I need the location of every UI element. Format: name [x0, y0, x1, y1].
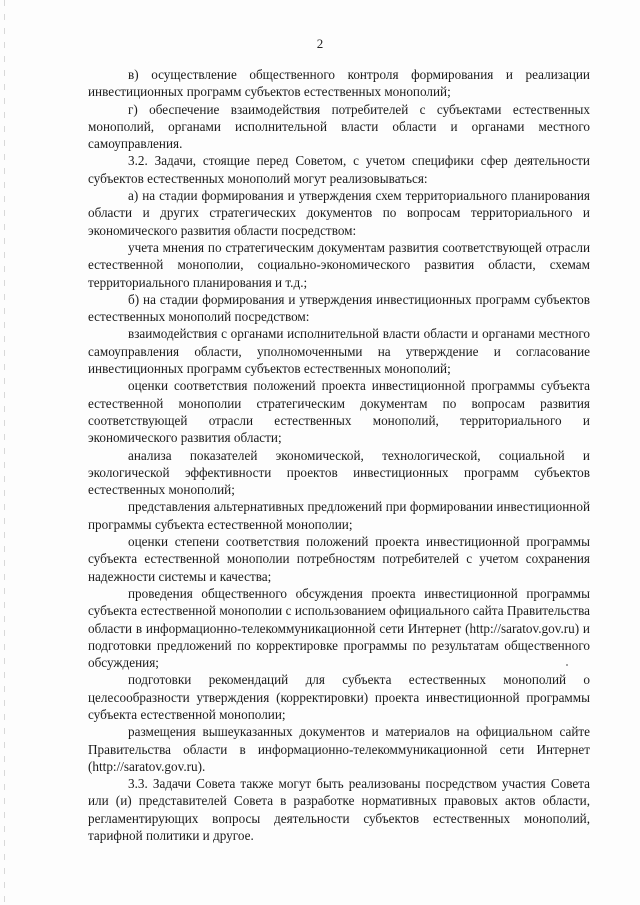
paragraph-b: б) на стадии формирования и утверждения инвестиционных программ субъектов естественных монополий посредством:: [88, 291, 590, 325]
paragraph-b-item-5: оценки степени соответствия положений проекта инвестиционной программы субъекта естественной монополии потребностям потребителей с учетом сохранения надежности системы и качества;: [88, 534, 590, 584]
paragraph-b-item-8: размещения вышеуказанных документов и материалов на официальном сайте Правительства области в информационно-телекоммуникационной сети Интернет (http://saratov.gov.ru).: [88, 724, 590, 774]
paragraph-b-item-4: представления альтернативных предложений при формировании инвестиционной программы субъекта естественной монополии;: [88, 499, 590, 532]
paragraph-v: в) осуществление общественного контроля формирования и реализации инвестиционных программ субъектов естественных монополий;: [88, 67, 590, 100]
scan-speck: [566, 664, 568, 666]
paragraph-b-item-3: анализа показателей экономической, технологической, социальной и экологической эффективности проектов инвестиционных программ субъектов естественных монополий;: [88, 447, 590, 498]
scan-edge-artifact: [4, 0, 5, 905]
paragraph-b-item-7: подготовки рекомендаций для субъекта естественных монополий о целесообразности утверждения (корректировки) проекта инвестиционной программы субъекта естественной монополии;: [88, 672, 590, 722]
paragraph-3-2: 3.2. Задачи, стоящие перед Советом, с учетом специфики сфер деятельности субъектов естественных монополий могут реализовываться:: [88, 153, 590, 186]
paragraph-a: а) на стадии формирования и утверждения схем территориального планирования области и других стратегических документов по вопросам территориального и экономического развития области посредством:: [88, 188, 590, 238]
body-text: [88, 66, 590, 844]
page-number: 2: [316, 36, 324, 51]
paragraph-b-item-6: проведения общественного обсуждения проекта инвестиционной программы субъекта естественной монополии с использованием официального сайта Правительства области в информационно-телекоммуникационной сети Интернет (http://saratov.gov.ru) и подготовки предложений по корректировке программы по результатам общественного обсуждения;: [88, 585, 590, 671]
paragraph-b-item-2: оценки соответствия положений проекта инвестиционной программы субъекта естественной монополии стратегическим документам по вопросам развития соответствующей отрасли естественных монополий, территориального и экономического развития области;: [88, 378, 590, 446]
paragraph-3-3: 3.3. Задачи Совета также могут быть реализованы посредством участия Совета или (и) представителей Совета в разработке нормативных правовых актов области, регламентирующих вопросы деятельности субъектов естественных монополий, тарифной политики и другое.: [88, 776, 590, 844]
paragraph-a-item-1: учета мнения по стратегическим документам развития соответствующей отрасли естественной монополии, социально-экономического развития области, схемам территориального планирования и т.д.;: [88, 239, 590, 290]
paragraph-b-item-1: взаимодействия с органами исполнительной власти области и органами местного самоуправления области, уполномоченными на утверждение и согласование инвестиционных программ субъектов естественных монополий;: [88, 326, 590, 377]
paragraph-g: г) обеспечение взаимодействия потребителей с субъектами естественных монополий, органами исполнительной власти области и органами местного самоуправления.: [88, 101, 590, 152]
